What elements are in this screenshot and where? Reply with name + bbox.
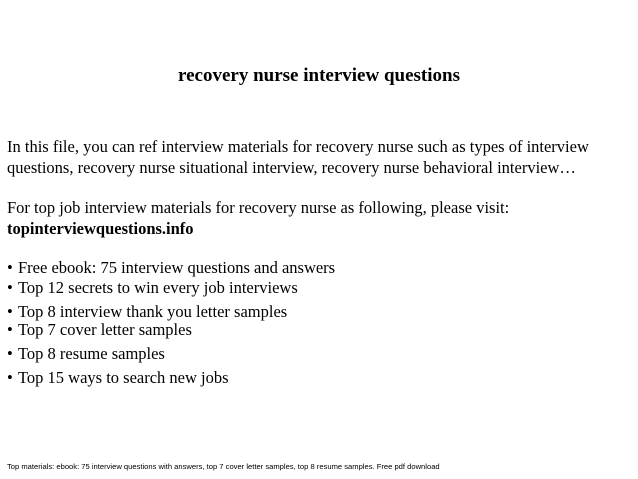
list-item [7, 257, 335, 278]
list-item [7, 277, 298, 298]
bullet-icon: • [7, 344, 13, 363]
top-materials-paragraph [7, 197, 635, 239]
list-item-text: Top 8 interview thank you letter samples [18, 302, 288, 321]
list-item-text: Free ebook: 75 interview questions and answers [18, 258, 336, 277]
intro-line-1: In this file, you can ref interview materials for recovery nurse such as types of interview [7, 137, 589, 156]
slide-title: recovery nurse interview questions [178, 65, 460, 86]
list-item-text: Top 8 resume samples [18, 344, 165, 363]
top-materials-line: For top job interview materials for recovery nurse as following, please visit: [7, 198, 510, 217]
list-item [7, 343, 165, 364]
bullet-icon: • [7, 368, 13, 387]
list-item [7, 367, 229, 388]
website-link[interactable]: topinterviewquestions.info [7, 219, 194, 238]
bullet-icon: • [7, 278, 13, 297]
intro-line-2: questions, recovery nurse situational interview, recovery nurse behavioral interview… [7, 158, 576, 177]
bullet-icon: • [7, 302, 13, 321]
list-item [7, 319, 192, 340]
bullet-icon: • [7, 258, 13, 277]
list-item-text: Top 7 cover letter samples [18, 320, 192, 339]
list-item-text: Top 15 ways to search new jobs [18, 368, 229, 387]
bullet-icon: • [7, 320, 13, 339]
list-item-text: Top 12 secrets to win every job interviews [18, 278, 298, 297]
intro-paragraph [7, 136, 635, 178]
footer-text: Top materials: ebook: 75 interview questions with answers, top 7 cover letter samples, top 8 resume samples. Free pdf download [7, 462, 440, 471]
